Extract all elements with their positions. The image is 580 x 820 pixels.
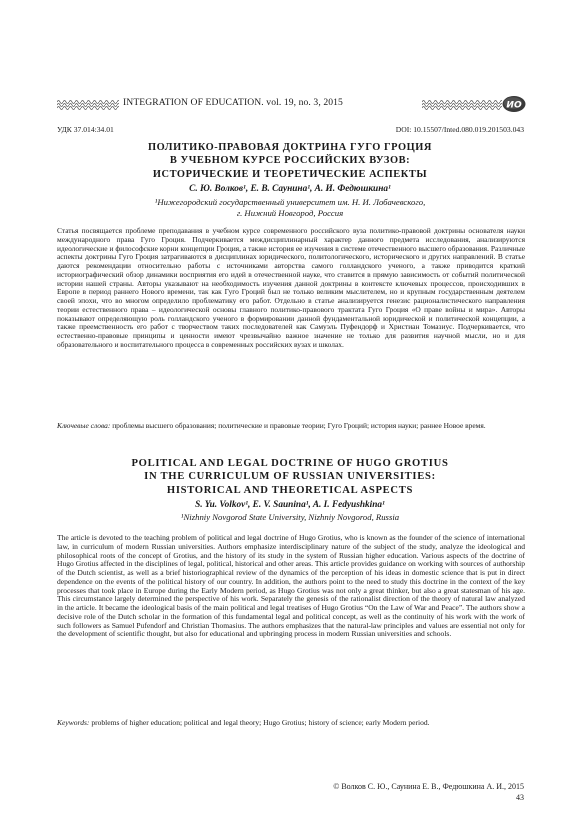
title-ru-line-3: ИСТОРИЧЕСКИЕ И ТЕОРЕТИЧЕСКИЕ АСПЕКТЫ bbox=[152, 168, 428, 180]
article-title-ru bbox=[60, 141, 520, 181]
copyright-notice: © Волков С. Ю., Саунина Е. В., Федюшкина А. И., 2015 bbox=[333, 782, 524, 791]
header-ornament-left bbox=[57, 99, 119, 110]
abstract-en: The article is devoted to the teaching problem of political and legal doctrine of Hugo Grotius, who is known as the founder of the science of international law, in curriculum of modern Russian universities. Authors emphasize interdisciplinary nature of the subject of the study, analyze the ideological and philosophical roots of the concept of Grotius, and the history of its study in the system of Russian higher education. Various aspects of the doctrine of Hugo Grotius affected in the disciplines of legal, political, historical and other areas. This article provides guidance on working with sources of authorship of the Dutch scientist, as well as a brief historiographical review of the dynamics of the perception of his ideas in domestic science that is put in direct dependence on the events of the political history of our country. In addition, the authors point to the need to study this doctrine in the context of the key processes that took place in Europe during the Early Modern period, as Hugo Grotius was not only a great thinker, but also a great statesman of his age. This circumstance largely determined the perspective of his work. Separately the genesis of the rationalist direction of the theory of natural law analyzed in the article. It became the ideological basis of the main political and legal treatises of Hugo Grotius “On the Law of War and Peace”. The authors show a decisive role of the Dutch scholar in the formation of this fundamental legal and political concept, as well as the continuity of his work with the work of such followers as Samuel Pufendorf and Christian Thomasius. The authors emphasizes that the natural-law principles and values are essential not only for the development of scientific thought, but also for educational and upbringing process in modern Russian universities and schools. bbox=[57, 533, 525, 639]
udk-code: УДК 37.014:34.01 bbox=[57, 125, 114, 134]
affiliation-ru-line-2: г. Нижний Новгород, Россия bbox=[236, 208, 344, 218]
affiliation-ru bbox=[60, 197, 520, 219]
doi: DOI: 10.15507/Inted.080.019.201503.043 bbox=[395, 125, 524, 134]
affiliation-en-line-1: ¹Nizhniy Novgorod State University, Nizhniy Novgorod, Russia bbox=[180, 512, 400, 522]
keywords-ru-label: Ключевые слова: bbox=[57, 421, 111, 430]
running-header bbox=[57, 95, 525, 115]
authors-en: S. Yu. Volkov¹, E. V. Saunina¹, A. I. Fedyushkina¹ bbox=[195, 500, 385, 510]
authors-ru: С. Ю. Волков¹, Е. В. Саунина¹, А. И. Федюшкина¹ bbox=[189, 184, 391, 194]
affiliation-en bbox=[60, 512, 520, 523]
title-en-line-3: HISTORICAL AND THEORETICAL ASPECTS bbox=[166, 484, 414, 496]
keywords-en-label: Keywords: bbox=[57, 718, 90, 727]
keywords-en-text: problems of higher education; political and legal theory; Hugo Grotius; history of science; early Modern period. bbox=[91, 718, 430, 727]
header-ornament-right bbox=[422, 99, 502, 110]
affiliation-ru-line-1: ¹Нижегородский государственный университет им. Н. И. Лобачевского, bbox=[154, 197, 426, 207]
title-en-line-2: IN THE CURRICULUM OF RUSSIAN UNIVERSITIES: bbox=[144, 471, 436, 483]
keywords-ru-text: проблемы высшего образования; политические и правовые теории; Гуго Гроций; история науки; раннее Новое время. bbox=[112, 421, 486, 430]
title-ru-line-2: В УЧЕБНОМ КУРСЕ РОССИЙСКИХ ВУЗОВ: bbox=[169, 155, 411, 167]
page-number: 43 bbox=[516, 793, 524, 802]
title-en-line-1: POLITICAL AND LEGAL DOCTRINE OF HUGO GROTIUS bbox=[131, 458, 449, 469]
title-ru-line-1: ПОЛИТИКО-ПРАВОВАЯ ДОКТРИНА ГУГО ГРОЦИЯ bbox=[148, 142, 432, 153]
journal-logo bbox=[502, 95, 526, 113]
journal-title: INTEGRATION OF EDUCATION. vol. 19, no. 3, 2015 bbox=[123, 97, 343, 108]
journal-logo-text: ИО bbox=[506, 100, 522, 111]
keywords-en bbox=[57, 719, 525, 728]
keywords-ru bbox=[57, 422, 525, 431]
article-title-en bbox=[60, 457, 520, 497]
abstract-ru: Статья посвящается проблеме преподавания в учебном курсе современного российского вуза политико-правовой доктрины основателя науки международного права Гуго Гроция. Подчеркивается междисциплинарный характер данного предмета исследования, анализируются идеологические и философские корни концепции Гроция, а также история ее изучения в системе отечественного высшего образования. Различные аспекты доктрины Гуго Гроция затрагиваются в дисциплинах юридического, политологического, исторического и других направлений. В статье даются рекомендации относительно работы с источниками авторства самого голландского ученого, а также приводится краткий историографический обзор динамики восприятия его идей в отечественной науке, что ставится в прямую зависимость от событий политической истории нашей страны. Авторы указывают на необходимость изучения данной доктрины в контексте ключевых процессов, происходивших в Европе в период раннего Нового времени, так как Гуго Гроций был не только великим мыслителем, но и крупным государственным деятелем своей эпохи, что во многом определило проблематику его работ. Отдельно в статье анализируется генезис рационалистического направления теории естественного права – идеологической основы главного политико-правового трактата Гуго Гроция «О праве войны и мира». Авторы показывают определяющую роль голландского ученого в формировании данной фундаментальной юридической и политической концепции, а также преемственность его работ с творчеством таких последователей как Самуэль Пуфендорф и Христиан Томазиус. Подчеркивается, что естественно-правовые принципы и ценности имеют чрезвычайно важное значение не только для развития научной мысли, но и для образовательного и воспитательного процесса в современных российских вузах и школах. bbox=[57, 226, 525, 349]
